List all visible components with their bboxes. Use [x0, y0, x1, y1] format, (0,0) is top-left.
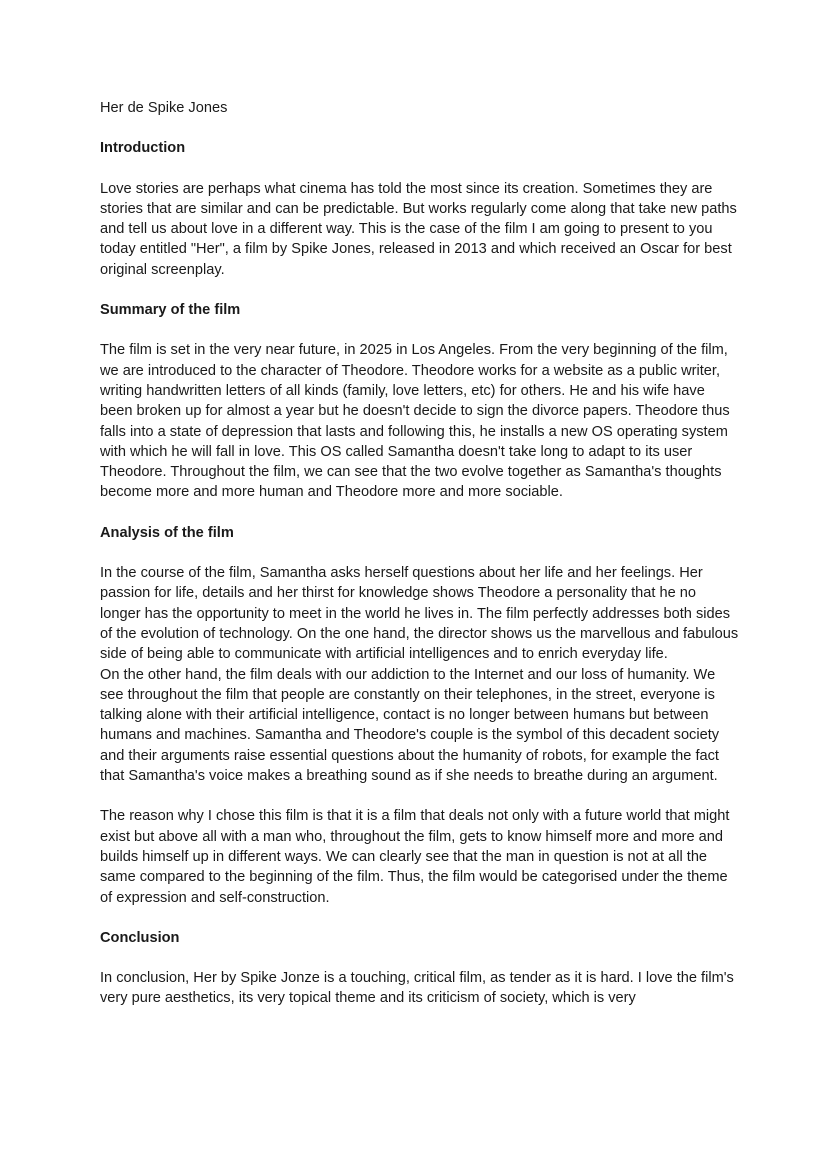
paragraph-introduction: Love stories are perhaps what cinema has told the most since its creation. Sometimes they are stories that are similar and can be predictable. But works regularly come along that take new paths and tell us about love in a different way. This is the case of the film I am going to present to you today entitled "Her", a film by Spike Jones, released in 2013 and which received an Oscar for best original screenplay. [100, 180, 737, 278]
heading-summary: Summary of the film [100, 302, 241, 319]
heading-introduction: Introduction [100, 140, 186, 157]
paragraph-conclusion: In conclusion, Her by Spike Jonze is a touching, critical film, as tender as it is hard. I love the film's very pure aesthetics, its very topical theme and its criticism of society, which is very [100, 970, 734, 1007]
document-title: Her de Spike Jones [100, 100, 228, 116]
heading-analysis: Analysis of the film [100, 524, 234, 541]
heading-conclusion: Conclusion [100, 929, 180, 946]
paragraph-analysis-1: In the course of the film, Samantha asks herself questions about her life and her feelings. Her passion for life, details and her thirst for knowledge shows Theodore a personality that he no longer has the opportunity to meet in the world he lives in. The film perfectly addresses both sides of the evolution of technology. On the one hand, the director shows us the marvellous and fabulous side of being able to communicate with artificial intelligences and to enrich everyday life. [100, 565, 739, 663]
document-page [100, 98, 740, 1009]
paragraph-summary: The film is set in the very near future, in 2025 in Los Angeles. From the very beginning of the film, we are introduced to the character of Theodore. Theodore works for a website as a public writer, writing handwritten letters of all kinds (family, love letters, etc) for others. He and his wife have been broken up for almost a year but he doesn't decide to sign the divorce papers. Theodore thus falls into a state of depression that lasts and following this, he installs a new OS operating system with which he will fall in love. This OS called Samantha doesn't take long to adapt to its user Theodore. Throughout the film, we can see that the two evolve together as Samantha's thoughts become more and more human and Theodore more and more sociable. [100, 342, 730, 501]
paragraph-analysis-2: On the other hand, the film deals with our addiction to the Internet and our loss of humanity. We see throughout the film that people are constantly on their telephones, in the street, everyone is talking alone with their artificial intelligence, contact is no longer between humans but between humans and machines. Samantha and Theodore's couple is the symbol of this decadent society and their arguments raise essential questions about the humanity of robots, for example the fact that Samantha's voice makes a breathing sound as if she needs to breathe during an argument. [100, 666, 720, 785]
paragraph-analysis-3: The reason why I chose this film is that it is a film that deals not only with a future world that might exist but above all with a man who, throughout the film, gets to know himself more and more and builds himself up in different ways. We can clearly see that the man in question is not at all the same compared to the beginning of the film. Thus, the film would be categorised under the theme of expression and self-construction. [100, 808, 730, 906]
